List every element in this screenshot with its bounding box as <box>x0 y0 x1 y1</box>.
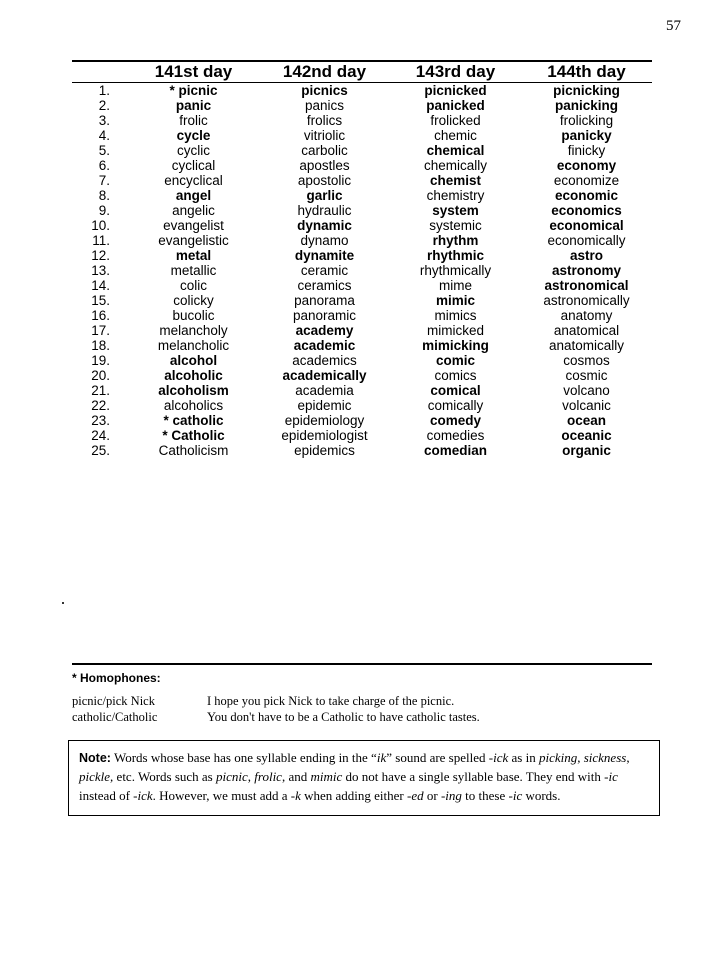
note-line2-d: do not have a single syllable base. They end with <box>342 768 605 784</box>
table-row <box>72 353 652 368</box>
word-cell: panorama <box>294 293 355 308</box>
note-line2-b: , <box>247 768 255 784</box>
note-line2-e: instead <box>79 787 116 803</box>
word-cell: anatomically <box>548 338 625 353</box>
word-cell: panicking <box>554 98 618 113</box>
table-row <box>72 158 652 173</box>
row-number: 15. <box>91 293 110 308</box>
row-number: 10. <box>91 218 110 233</box>
note-text <box>79 749 649 806</box>
column-header-day-143: 143rd day <box>390 61 521 83</box>
word-cell: panics <box>304 98 345 113</box>
row-number: 8. <box>98 188 110 203</box>
word-cell: academically <box>282 368 367 383</box>
word-cell: picnicking <box>521 83 652 99</box>
word-cell: picnics <box>259 83 390 99</box>
homophone-sentence: You don't have to be a Catholic to have catholic tastes. <box>207 710 480 724</box>
homophone-entry <box>72 693 652 709</box>
word-cell: cosmos <box>563 353 610 368</box>
note-line3-d: or <box>423 787 441 803</box>
table-row <box>72 233 652 248</box>
table-row <box>72 248 652 263</box>
table-row <box>72 443 652 458</box>
word-cell: colic <box>179 278 207 293</box>
word-cell: chemistry <box>426 188 485 203</box>
word-cell: comically <box>427 398 484 413</box>
word-cell: cyclical <box>171 158 216 173</box>
word-cell: angel <box>175 188 212 203</box>
table-row <box>72 98 652 113</box>
word-cell: frolic <box>179 113 208 128</box>
note-line3-c: when adding either <box>300 787 408 803</box>
word-cell: comics <box>434 368 477 383</box>
word-cell: dynamite <box>294 248 355 263</box>
row-number: 14. <box>91 278 110 293</box>
note-ik: ik <box>376 750 387 765</box>
word-cell: academy <box>295 323 354 338</box>
table-row <box>72 308 652 323</box>
note-ic-1: -ic <box>604 768 618 784</box>
word-cell: frolics <box>306 113 343 128</box>
homophones-list <box>72 693 652 725</box>
word-cell: volcanic <box>562 398 611 413</box>
word-cell: astro <box>569 248 603 263</box>
note-line1-b: ” sound are spelled <box>386 750 489 765</box>
table-row <box>72 413 652 428</box>
note-box <box>68 740 660 816</box>
word-cell: frolicked <box>430 113 481 128</box>
word-cell: evangelist <box>163 218 224 233</box>
word-cell: encyclical <box>164 173 223 188</box>
table-row <box>72 428 652 443</box>
word-cell: organic <box>562 443 611 458</box>
word-cell: academic <box>293 338 356 353</box>
table-header-row <box>72 61 652 83</box>
note-ick-1: -ick <box>488 750 509 765</box>
note-line3-f: words. <box>522 787 561 803</box>
homophone-entry <box>72 709 652 725</box>
note-line3-a: of <box>119 787 134 803</box>
word-cell: picnicked <box>390 83 521 99</box>
column-header-day-141: 141st day <box>128 61 259 83</box>
table-row <box>72 338 652 353</box>
word-cell: alcoholism <box>158 383 229 398</box>
word-cell: chemist <box>429 173 482 188</box>
note-line1-a: Words whose base has one syllable ending in the “ <box>110 750 377 765</box>
word-cell: astronomically <box>543 293 630 308</box>
note-line3-e: to these <box>461 787 509 803</box>
table-row <box>72 188 652 203</box>
table-row <box>72 383 652 398</box>
note-ex-picnic: picnic <box>216 768 248 784</box>
note-ick-2: -ick <box>133 787 153 803</box>
table-row <box>72 113 652 128</box>
word-cell: alcoholics <box>163 398 224 413</box>
word-cell: apostolic <box>297 173 352 188</box>
homophone-sentence: I hope you pick Nick to take charge of the picnic. <box>207 694 455 708</box>
word-cell: mimics <box>434 308 477 323</box>
table-row <box>72 218 652 233</box>
row-number: 2. <box>98 98 110 113</box>
word-cell: epidemiologist <box>281 428 368 443</box>
word-cell: economically <box>547 233 626 248</box>
word-cell: dynamic <box>297 218 352 233</box>
note-line2-c: , and <box>281 768 311 784</box>
word-cell: mimicked <box>426 323 484 338</box>
word-cell: astronomical <box>544 278 629 293</box>
row-number: 7. <box>98 173 110 188</box>
row-number: 18. <box>91 338 110 353</box>
word-cell: comic <box>435 353 476 368</box>
word-cell: dynamo <box>300 233 349 248</box>
word-cell: rhythm <box>432 233 479 248</box>
word-cell: ceramics <box>297 278 352 293</box>
row-number: 4. <box>98 128 110 143</box>
table-row <box>72 278 652 293</box>
word-cell: hydraulic <box>297 203 352 218</box>
word-cell: comedy <box>429 413 482 428</box>
column-header-number <box>72 61 128 83</box>
word-cell: systemic <box>429 218 482 233</box>
column-header-day-144: 144th day <box>521 61 652 83</box>
word-cell: colicky <box>173 293 214 308</box>
word-cell: melancholic <box>157 338 230 353</box>
note-label: Note: <box>79 751 111 765</box>
row-number: 6. <box>98 158 110 173</box>
row-number: 11. <box>92 233 110 248</box>
table-row <box>72 173 652 188</box>
row-number: 20. <box>91 368 110 383</box>
table-row <box>72 203 652 218</box>
note-line1-c: as in <box>508 750 539 765</box>
word-cell: system <box>432 203 479 218</box>
table-body <box>72 83 652 459</box>
word-cell: epidemiology <box>284 413 365 428</box>
homophone-pair: picnic/pick Nick <box>72 694 155 708</box>
word-cell: oceanic <box>561 428 612 443</box>
note-line3-b: . However, we must add a <box>152 787 291 803</box>
word-cell: astronomy <box>551 263 622 278</box>
row-number: 23. <box>91 413 110 428</box>
word-cell: chemical <box>426 143 485 158</box>
word-cell: rhythmically <box>419 263 492 278</box>
word-cell: anatomy <box>560 308 613 323</box>
word-cell: cyclic <box>177 143 210 158</box>
word-cell: economical <box>549 218 624 233</box>
word-cell: economic <box>554 188 619 203</box>
row-number: 13. <box>91 263 110 278</box>
table-row <box>72 323 652 338</box>
word-cell: garlic <box>306 188 343 203</box>
row-number: 9. <box>98 203 110 218</box>
table-row <box>72 263 652 278</box>
note-ex-frolic: frolic <box>254 768 282 784</box>
word-cell: metallic <box>170 263 217 278</box>
homophone-pair: catholic/Catholic <box>72 710 158 724</box>
word-cell: frolicking <box>559 113 614 128</box>
word-cell: academia <box>295 383 354 398</box>
row-number: 17. <box>91 323 110 338</box>
word-cell: apostles <box>299 158 350 173</box>
table-row <box>72 398 652 413</box>
word-cell: alcohol <box>169 353 218 368</box>
word-cell: epidemics <box>294 443 355 458</box>
word-cell: finicky <box>567 143 606 158</box>
table-row <box>72 143 652 158</box>
table-row <box>72 128 652 143</box>
word-cell: rhythmic <box>426 248 484 263</box>
row-number: 12. <box>91 248 110 263</box>
word-cell: epidemic <box>297 398 352 413</box>
word-cell: carbolic <box>301 143 348 158</box>
row-number: 24. <box>91 428 110 443</box>
word-cell: chemic <box>434 128 477 143</box>
word-cell: metal <box>175 248 212 263</box>
word-cell: anatomical <box>553 323 620 338</box>
word-cell: economy <box>556 158 617 173</box>
word-cell: vitriolic <box>303 128 346 143</box>
row-number: 22. <box>91 398 110 413</box>
note-line1-d: , <box>577 750 584 765</box>
word-cell: comedies <box>426 428 485 443</box>
word-cell: ocean <box>566 413 607 428</box>
page-number: 57 <box>666 18 681 34</box>
word-cell: cosmic <box>565 368 608 383</box>
word-cell: cycle <box>176 128 211 143</box>
note-ex-picking: picking <box>538 750 578 765</box>
note-line1-e: , <box>626 750 630 765</box>
word-cell: panicky <box>561 128 612 143</box>
word-cell: angelic <box>172 203 215 218</box>
word-list-table <box>72 60 652 458</box>
table-row <box>72 293 652 308</box>
word-cell: volcano <box>563 383 610 398</box>
note-ex-pickle: pickle, <box>79 768 114 784</box>
word-cell: panoramic <box>292 308 357 323</box>
word-cell: academics <box>292 353 357 368</box>
note-ic-2: -ic <box>508 787 523 803</box>
homophones-section <box>72 663 652 725</box>
note-ing: -ing <box>440 787 462 803</box>
word-cell: panicked <box>426 98 485 113</box>
table-header <box>72 61 652 83</box>
word-cell: chemically <box>423 158 488 173</box>
word-cell: evangelistic <box>158 233 229 248</box>
word-cell: * picnic <box>128 83 259 99</box>
note-ex-mimic: mimic <box>310 768 343 784</box>
row-number: 16. <box>91 308 110 323</box>
word-cell: * catholic <box>163 413 224 428</box>
row-number: 25. <box>91 443 110 458</box>
row-number: 5. <box>98 143 110 158</box>
table-row <box>72 368 652 383</box>
row-number: 1. <box>72 83 128 99</box>
homophones-divider <box>72 663 652 665</box>
word-cell: economics <box>551 203 622 218</box>
word-cell: mimic <box>435 293 476 308</box>
row-number: 3. <box>98 113 110 128</box>
word-cell: * Catholic <box>162 428 225 443</box>
word-cell: melancholy <box>159 323 228 338</box>
word-cell: ceramic <box>300 263 349 278</box>
word-cell: comical <box>430 383 481 398</box>
stray-mark <box>62 602 64 604</box>
word-list-table-container <box>72 60 652 458</box>
note-ed: -ed <box>407 787 424 803</box>
word-cell: bucolic <box>172 308 215 323</box>
word-cell: alcoholic <box>164 368 223 383</box>
column-header-day-142: 142nd day <box>259 61 390 83</box>
word-cell: economize <box>553 173 620 188</box>
row-number: 19. <box>91 353 110 368</box>
word-cell: comedian <box>423 443 488 458</box>
note-k: -k <box>290 787 301 803</box>
homophones-title: * Homophones: <box>72 671 161 685</box>
word-cell: mimicking <box>422 338 489 353</box>
word-cell: Catholicism <box>158 443 229 458</box>
word-cell: panic <box>175 98 212 113</box>
table-row <box>72 83 652 99</box>
word-cell: mime <box>439 278 472 293</box>
row-number: 21. <box>91 383 110 398</box>
note-line2-a: etc. Words such as <box>113 768 216 784</box>
note-ex-sickness: sickness <box>583 750 627 765</box>
